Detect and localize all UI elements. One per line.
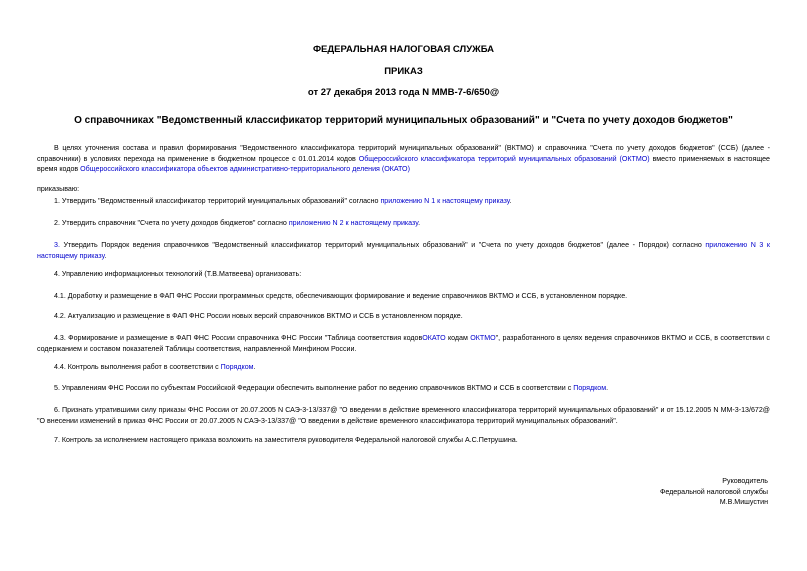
item-4-4 [54, 363, 256, 371]
intro-paragraph [37, 143, 770, 175]
item-2-text: 2. Утвердить справочник "Счета по учету доходов бюджетов" согласно [54, 219, 289, 227]
item-7: 7. Контроль за исполнением настоящего приказа возложить на заместителя руководителя Федеральной налоговой службы А.С.Петрушина. [54, 436, 518, 444]
item-5-text: 5. Управлениям ФНС России по субъектам Российской Федерации обеспечить выполнение работ по ведению справочников ВКТМО и ССБ в соответствии с [54, 384, 574, 392]
doc-type-heading: ПРИКАЗ [384, 66, 423, 77]
item-5 [54, 384, 608, 392]
appendix-3-link[interactable]: приложению N 3 к настоящему приказу [37, 241, 770, 260]
oktmo-link[interactable]: Общероссийского классификатора территорий муниципальных образований (ОКТМО) [358, 154, 650, 163]
prikazyvayu-text: приказываю: [37, 185, 80, 193]
item-4-3-text-1: 4.3. Формирование и размещение в ФАП ФНС России справочника ФНС России "Таблица соответствия кодов [54, 334, 423, 342]
order-link-2[interactable]: Порядком [573, 384, 607, 392]
agency-heading: ФЕДЕРАЛЬНАЯ НАЛОГОВАЯ СЛУЖБА [312, 44, 495, 55]
item-2 [54, 219, 420, 227]
item-4: 4. Управлению информационных технологий (Т.В.Матвеева) организовать: [54, 270, 302, 278]
item-6: 6. Признать утратившими силу приказы ФНС России от 20.07.2005 N САЭ-3-13/337@ "О введении в действие временного классификатора территорий муниципальных образований" и от 15.12.2005 N ММ-3-13/672@ "О внесении изменений в приказ ФНС России от 20.07.2005 N САЭ-3-13/337@ "О введении в действие временного классификатора территорий муниципальных образований". [37, 406, 770, 425]
item-1 [54, 197, 512, 205]
okato-link-2[interactable]: ОКАТО [422, 334, 446, 342]
oktmo-link-2[interactable]: ОКТМО [470, 334, 496, 342]
item-5-end: . [606, 384, 609, 392]
intro-text-1: В целях уточнения состава и правил формирования "Ведомственного классификатора территорий муниципальных образований" (ВКТМО) и справочника "Счета по учету доходов бюджетов" (ССБ) (далее - справочники) в условиях перехода на применение в бюджетном процессе с 01.01.2014 кодов [37, 144, 770, 163]
item-1-end: . [509, 197, 512, 205]
item-4-3-text-2: кодам [445, 334, 471, 342]
signature-title: Руководитель [722, 477, 768, 485]
item-3-text: Утвердить Порядок ведения справочников "Ведомственный классификатор территорий муниципальных образований" и "Счета по учету доходов бюджетов" (далее - Порядок) согласно [59, 241, 706, 249]
order-link[interactable]: Порядком [220, 363, 254, 371]
item-4-4-text: 4.4. Контроль выполнения работ в соответствии с [54, 363, 221, 371]
item-4-4-end: . [253, 363, 256, 371]
signature-name: М.В.Мишустин [719, 498, 768, 506]
okato-link[interactable]: Общероссийского классификатора объектов административно-территориального деления (ОКАТО) [80, 165, 410, 173]
appendix-1-link[interactable]: приложению N 1 к настоящему приказу [380, 197, 510, 205]
item-1-text: 1. Утвердить "Ведомственный классификатор территорий муниципальных образований" согласно [54, 197, 381, 205]
appendix-2-link[interactable]: приложению N 2 к настоящему приказу [288, 219, 419, 227]
item-4-3 [37, 333, 770, 354]
item-4-2: 4.2. Актуализацию и размещение в ФАП ФНС России новых версий справочников ВКТМО и ССБ в установленном порядке. [54, 312, 463, 320]
item-3-end: . [104, 251, 107, 260]
item-2-end: . [418, 219, 421, 227]
signature-organization: Федеральной налоговой службы [659, 488, 768, 496]
item-4-1: 4.1. Доработку и размещение в ФАП ФНС России программных средств, обеспечивающих формирование и ведение справочников ВКТМО и ССБ, в установленном порядке. [54, 292, 628, 300]
item-3-number[interactable]: 3. [54, 241, 60, 249]
intro-text-2: вместо применяемых в настоящее время кодов [37, 154, 770, 173]
document-title: О справочниках "Ведомственный классификатор территорий муниципальных образований" и "Счета по учету доходов бюджетов" [74, 115, 733, 126]
item-3 [37, 240, 770, 261]
item-4-3-text-3: ", разработанного в целях ведения справочников ВКТМО и ССБ, в соответствии с содержанием и составом показателей Таблицы соответствия, направленной Минфином России. [37, 334, 770, 353]
date-number-heading: от 27 декабря 2013 года N ММВ-7-6/650@ [307, 87, 500, 98]
